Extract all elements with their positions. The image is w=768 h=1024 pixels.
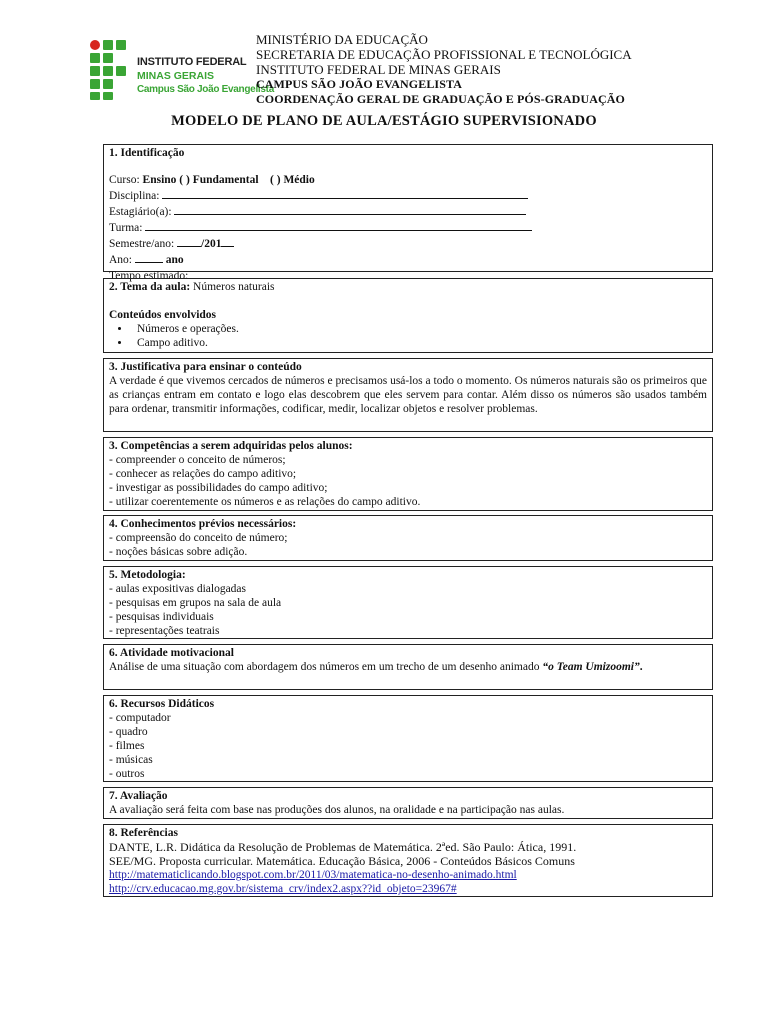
logo-mark-icon: [90, 40, 130, 100]
ano-suffix: ano: [165, 254, 184, 266]
header-line-3: INSTITUTO FEDERAL DE MINAS GERAIS: [256, 62, 501, 77]
disciplina-field[interactable]: [162, 187, 528, 199]
curso-option-fundamental[interactable]: Ensino ( ) Fundamental: [142, 174, 259, 186]
list-item: - pesquisas individuais: [109, 611, 214, 623]
section-competencias: [103, 437, 713, 511]
header-line-1: MINISTÉRIO DA EDUCAÇÃO: [256, 32, 428, 47]
header-line-5: COORDENAÇÃO GERAL DE GRADUAÇÃO E PÓS-GRADUAÇÃO: [256, 92, 625, 106]
section-tema: [103, 278, 713, 353]
avaliacao-text: A avaliação será feita com base nas produções dos alunos, na oralidade e na participação nas aulas.: [109, 804, 565, 816]
logo-text-line2: MINAS GERAIS: [137, 70, 215, 82]
turma-line: [109, 219, 707, 235]
section-avaliacao: [103, 787, 713, 819]
atividade-emphasis: “o Team Umizoomi”: [542, 661, 640, 673]
semestre-field[interactable]: [177, 235, 201, 247]
disciplina-line: [109, 187, 707, 203]
estagiario-label: Estagiário(a):: [109, 206, 172, 218]
curso-option-medio[interactable]: ( ) Médio: [270, 174, 315, 186]
list-item: - noções básicas sobre adição.: [109, 546, 248, 558]
semestre-line: [109, 235, 707, 251]
section-heading: 6. Recursos Didáticos: [109, 698, 215, 710]
tema-value: Números naturais: [190, 281, 275, 293]
section-heading: 7. Avaliação: [109, 790, 168, 802]
institute-logo: [90, 38, 274, 102]
list-item: - conhecer as relações do campo aditivo;: [109, 468, 297, 480]
conteudos-heading: Conteúdos envolvidos: [109, 309, 217, 321]
semestre-year-field[interactable]: [221, 235, 234, 247]
logo-text-line1: INSTITUTO FEDERAL: [137, 56, 247, 68]
disciplina-label: Disciplina:: [109, 190, 160, 202]
reference-link-2[interactable]: http://crv.educacao.mg.gov.br/sistema_crv/index2.aspx??id_objeto=23967#: [109, 883, 457, 895]
atividade-end: .: [639, 661, 643, 673]
ano-line: [109, 251, 707, 267]
turma-field[interactable]: [145, 219, 532, 231]
curso-label: Curso:: [109, 174, 143, 186]
tema-line: [109, 280, 707, 294]
list-item: - investigar as possibilidades do campo aditivo;: [109, 482, 328, 494]
section-justificativa: [103, 358, 713, 432]
reference-2: SEE/MG. Proposta curricular. Matemática. Educação Básica, 2006 - Conteúdos Básicos Comuns: [109, 854, 575, 868]
section-atividade: [103, 644, 713, 690]
list-item: • Campo aditivo.: [131, 336, 707, 350]
curso-line: [109, 173, 707, 187]
estagiario-line: [109, 203, 707, 219]
list-item: - compreensão do conceito de número;: [109, 532, 288, 544]
justificativa-text: A verdade é que vivemos cercados de números e precisamos usá-los a todo o momento. Os números naturais são os primeiros que as crianças entram em contato e logo elas descobrem que eles servem para contar. Além disso os números são usados também para ordenar, transmitir informações, codificar, medir, localizar objetos e resolver problemas.: [109, 375, 707, 415]
list-item: - outros: [109, 768, 145, 780]
section-heading: 4. Conhecimentos prévios necessários:: [109, 518, 297, 530]
ano-field[interactable]: [135, 251, 163, 263]
letterhead: [256, 32, 632, 107]
reference-1: DANTE, L.R. Didática da Resolução de Problemas de Matemática. 2ªed. São Paulo: Ática, 1991.: [109, 840, 577, 854]
list-item: - quadro: [109, 726, 148, 738]
list-item: - aulas expositivas dialogadas: [109, 583, 247, 595]
header-line-4: CAMPUS SÃO JOÃO EVANGELISTA: [256, 77, 462, 91]
list-item: - utilizar coerentemente os números e as relações do campo aditivo.: [109, 496, 421, 508]
list-item: - pesquisas em grupos na sala de aula: [109, 597, 282, 609]
estagiario-field[interactable]: [174, 203, 526, 215]
ano-label: Ano:: [109, 254, 132, 266]
semestre-label: Semestre/ano:: [109, 238, 175, 250]
section-conhecimentos: [103, 515, 713, 561]
header-line-2: SECRETARIA DE EDUCAÇÃO PROFISSIONAL E TECNOLÓGICA: [256, 47, 632, 62]
section-heading: 1. Identificação: [109, 147, 185, 159]
reference-link-1[interactable]: http://matematiclicando.blogspot.com.br/2011/03/matematica-no-desenho-animado.html: [109, 869, 517, 881]
list-item: - músicas: [109, 754, 153, 766]
document-title: MODELO DE PLANO DE AULA/ESTÁGIO SUPERVISIONADO: [171, 113, 597, 129]
section-identificacao: [103, 144, 713, 282]
section-metodologia: [103, 566, 713, 639]
list-item: • Números e operações.: [131, 322, 707, 336]
list-item: - representações teatrais: [109, 625, 220, 637]
list-item: - compreender o conceito de números;: [109, 454, 286, 466]
tema-label: 2. Tema da aula:: [109, 281, 191, 293]
atividade-body: Análise de uma situação com abordagem dos números em um trecho de um desenho animado: [109, 661, 543, 673]
atividade-text: [109, 660, 707, 674]
turma-label: Turma:: [109, 222, 143, 234]
semestre-suffix: /201: [201, 238, 222, 250]
section-heading: 5. Metodologia:: [109, 569, 186, 581]
list-item: - filmes: [109, 740, 145, 752]
list-item: - computador: [109, 712, 171, 724]
logo-text-line3: Campus São João Evangelista: [137, 84, 274, 95]
section-heading: 3. Competências a serem adquiridas pelos alunos:: [109, 440, 353, 452]
conteudos-list: [109, 322, 707, 350]
tempo-label: Tempo estimado:: [109, 270, 189, 282]
section-referencias: [103, 824, 713, 897]
section-recursos: [103, 695, 713, 782]
section-heading: 8. Referências: [109, 827, 178, 839]
section-heading: 6. Atividade motivacional: [109, 647, 234, 659]
section-heading: 3. Justificativa para ensinar o conteúdo: [109, 361, 302, 373]
